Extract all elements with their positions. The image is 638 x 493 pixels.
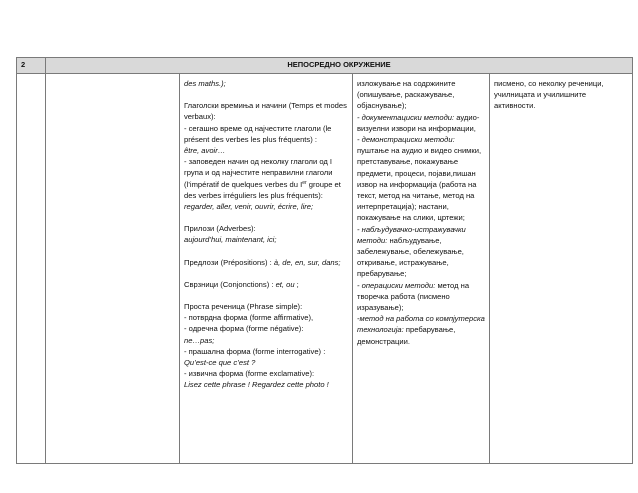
tenses-title: Глаголски времиња и начини (Temps et modes verbaux): xyxy=(184,101,347,122)
affirmative-form: - потврдна форма (forme affirmative), xyxy=(184,313,314,323)
interrogative-example: Qu’est-ce que c’est ? xyxy=(184,358,256,368)
exclamative-form: - извична форма (forme exclamative): xyxy=(184,369,315,379)
table-header-row xyxy=(17,58,633,74)
tenses-present-examples: être, avoir… xyxy=(184,146,226,156)
empty-cell-2 xyxy=(46,74,180,464)
conjunctions-item: Сврзници (Conjonctions) : et, ou ; xyxy=(184,279,299,289)
continued-text: des maths.); xyxy=(184,79,226,88)
simple-sentence-title: Проста реченица (Phrase simple): xyxy=(184,302,303,312)
table-body-row xyxy=(17,74,633,464)
activities-text: писмено, со неколку реченици, училницата и училишните активности. xyxy=(494,79,604,111)
demonstration-methods: - демонстрациски методи: пуштање на аудио и видео снимки, претставување, покажување предмети, процеси, појави,пишан извор на информација (работа на текст, метод на читање, метод на интерпретација); настани, покажување на слики, цртежи; xyxy=(357,135,482,223)
adverbs-title: Прилози (Adverbes): xyxy=(184,224,256,234)
computer-methods: -метод на работа со компјутерска технологија: пребарување, демонстрации. xyxy=(357,314,485,346)
tenses-present: - сегашно време од најчестите глаголи (le présent des verbes les plus fréquents) : xyxy=(184,123,332,144)
presentation-methods: изложување на содржините (опишување, раскажување, објаснување); xyxy=(357,79,456,111)
exclamative-example: Lisez cette phrase ! Regardez cette photo ! xyxy=(184,380,329,390)
observation-methods: - набљудувачко-истражувачки методи: набљудување, забележување, обележување, откривање, истражување, пребарување; xyxy=(357,224,466,279)
imperative-item: - заповеден начин од неколку глаголи од I група и од најчестите неправилни глаголи (l’impératif de quelques verbes du Ier groupe et des verbes irréguliers les plus fréquents): regarder, aller, venir, ouvrir, écrire, lire; xyxy=(184,157,341,212)
negative-example: ne…pas; xyxy=(184,335,215,345)
negative-form: - одречна форма (forme négative): xyxy=(184,324,304,334)
section-title: НЕПОСРЕДНО ОКРУЖЕНИЕ xyxy=(46,58,633,74)
interrogative-form: - прашална форма (forme interrogative) : xyxy=(184,346,326,356)
activities-cell xyxy=(490,74,633,464)
row-number: 2 xyxy=(17,58,46,74)
prepositions-item: Предлози (Prépositions) : à, de, en, sur, dans; xyxy=(184,257,341,267)
adverbs-examples: aujourd’hui, maintenant, ici; xyxy=(184,235,277,245)
operational-methods: - операциски методи: метод на творечка работа (писмено изразување); xyxy=(357,280,470,313)
methods-cell xyxy=(353,74,490,464)
grammar-cell xyxy=(180,74,353,464)
empty-cell-1 xyxy=(17,74,46,464)
documentation-methods: - документациски методи: аудио-визуелни извори на информации, xyxy=(357,112,480,133)
curriculum-table xyxy=(16,57,633,464)
